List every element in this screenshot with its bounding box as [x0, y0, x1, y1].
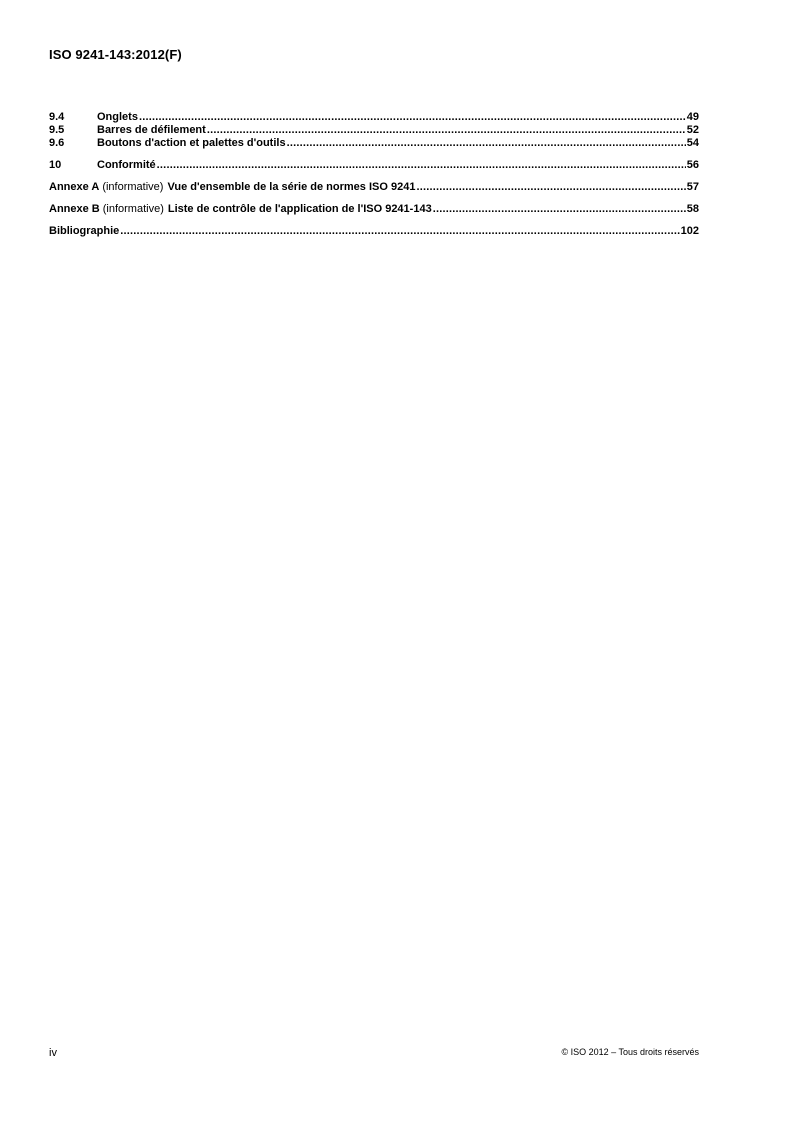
toc-entry-annex-b[interactable]: [49, 203, 699, 216]
toc-entry-9-4[interactable]: [49, 111, 699, 124]
toc-annex-label: Annexe A: [49, 181, 100, 193]
toc-entry-9-6[interactable]: [49, 137, 699, 150]
toc-annex-title: Vue d'ensemble de la série de normes ISO 9241: [167, 181, 416, 193]
toc-dot-leader: [207, 124, 686, 137]
toc-page-number: 102: [680, 225, 699, 237]
toc-page-number: 52: [686, 124, 699, 136]
toc-page-number: 49: [686, 111, 699, 123]
toc-page-number: 57: [686, 181, 699, 193]
toc-bibliography-title: Bibliographie: [49, 225, 120, 237]
footer-copyright: © ISO 2012 – Tous droits réservés: [561, 1047, 699, 1057]
toc-section-number: 9.4: [49, 111, 65, 123]
toc-page-number: 56: [686, 159, 699, 171]
toc-annex-title: Liste de contrôle de l'application de l'ISO 9241-143: [167, 203, 432, 215]
document-header: ISO 9241-143:2012(F): [49, 47, 182, 62]
footer-page-number: iv: [49, 1047, 57, 1059]
toc-section-title: Onglets: [97, 111, 138, 123]
toc-entry-annex-a[interactable]: [49, 181, 699, 194]
toc-dot-leader: [433, 203, 686, 216]
toc-annex-label: Annexe B: [49, 203, 100, 215]
toc-page-number: 54: [686, 137, 699, 149]
toc-section-title: Barres de défilement: [97, 124, 206, 136]
toc-annex-status: (informative): [102, 181, 164, 193]
toc-annex-status: (informative): [102, 203, 164, 215]
toc-section-number: 9.6: [49, 137, 65, 149]
toc-dot-leader: [157, 159, 686, 172]
toc-section-title: Conformité: [97, 159, 156, 171]
table-of-contents: [49, 111, 699, 238]
toc-dot-leader: [416, 181, 685, 194]
toc-entry-9-5[interactable]: [49, 124, 699, 137]
toc-page-number: 58: [686, 203, 699, 215]
toc-dot-leader: [287, 137, 686, 150]
toc-entry-bibliography[interactable]: [49, 225, 699, 238]
toc-entry-10[interactable]: [49, 159, 699, 172]
toc-section-title: Boutons d'action et palettes d'outils: [97, 137, 286, 149]
toc-dot-leader: [120, 225, 679, 238]
toc-section-number: 9.5: [49, 124, 65, 136]
toc-section-number: 10: [49, 159, 62, 171]
toc-dot-leader: [139, 111, 686, 124]
